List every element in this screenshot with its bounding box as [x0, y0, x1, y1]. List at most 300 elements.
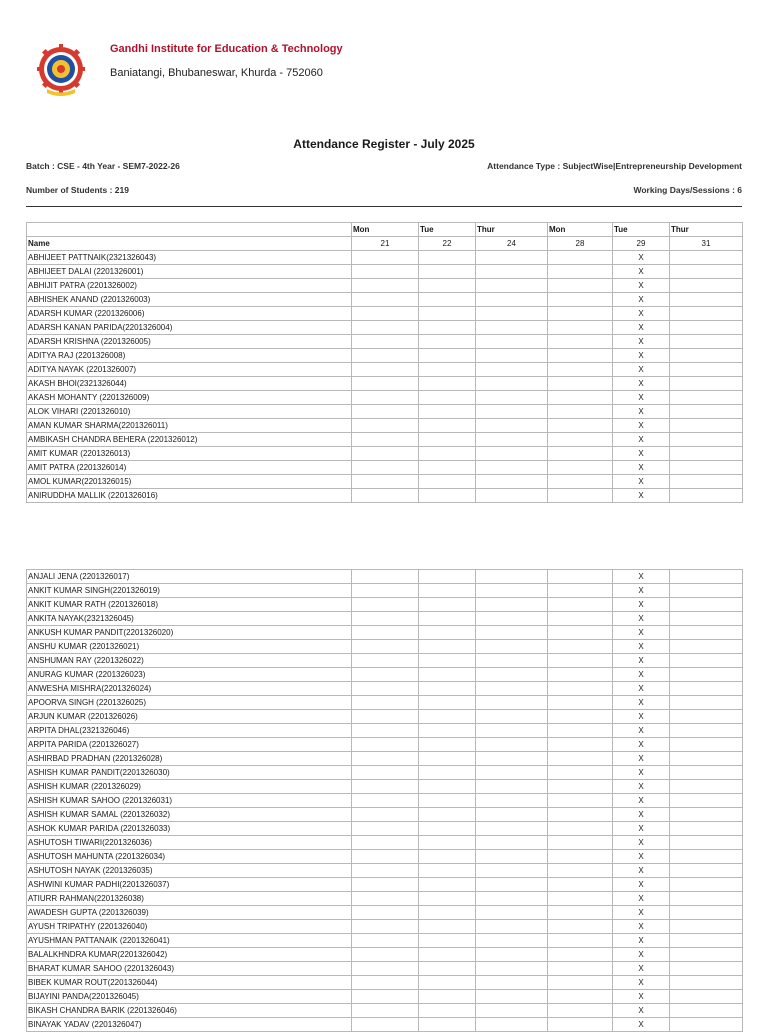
attendance-mark: X — [613, 878, 670, 892]
attendance-mark — [670, 724, 743, 738]
attendance-mark: X — [613, 682, 670, 696]
attendance-mark — [419, 696, 476, 710]
attendance-mark — [476, 475, 548, 489]
student-row — [27, 990, 743, 1004]
attendance-mark — [548, 349, 613, 363]
attendance-mark — [352, 808, 419, 822]
attendance-mark — [352, 475, 419, 489]
attendance-mark — [419, 766, 476, 780]
attendance-mark — [548, 892, 613, 906]
attendance-mark — [548, 920, 613, 934]
student-row — [27, 335, 743, 349]
attendance-mark — [476, 321, 548, 335]
student-row — [27, 251, 743, 265]
student-name: APOORVA SINGH (2201326025) — [27, 696, 352, 710]
date-header: 28 — [548, 237, 613, 251]
attendance-mark — [670, 293, 743, 307]
attendance-mark: X — [613, 265, 670, 279]
attendance-mark: X — [613, 822, 670, 836]
attendance-mark — [670, 668, 743, 682]
attendance-mark — [548, 626, 613, 640]
gear-emblem-icon — [37, 44, 85, 96]
attendance-mark — [670, 654, 743, 668]
attendance-mark: X — [613, 626, 670, 640]
date-header: 21 — [352, 237, 419, 251]
attendance-mark — [352, 321, 419, 335]
student-name: AMIT KUMAR (2201326013) — [27, 447, 352, 461]
attendance-mark — [548, 752, 613, 766]
institute-logo — [37, 44, 85, 98]
attendance-mark — [548, 808, 613, 822]
attendance-mark — [548, 668, 613, 682]
attendance-mark — [476, 570, 548, 584]
attendance-mark — [670, 990, 743, 1004]
attendance-mark — [548, 475, 613, 489]
student-name: ANSHUMAN RAY (2201326022) — [27, 654, 352, 668]
attendance-mark — [352, 682, 419, 696]
attendance-mark — [352, 766, 419, 780]
attendance-mark — [419, 475, 476, 489]
attendance-mark — [476, 850, 548, 864]
attendance-mark — [476, 864, 548, 878]
attendance-mark — [419, 654, 476, 668]
attendance-mark — [548, 710, 613, 724]
attendance-mark: X — [613, 612, 670, 626]
attendance-mark — [548, 307, 613, 321]
attendance-mark — [352, 822, 419, 836]
attendance-mark — [476, 489, 548, 503]
institute-address: Baniatangi, Bhubaneswar, Khurda - 752060 — [110, 67, 323, 79]
attendance-mark — [670, 433, 743, 447]
student-row — [27, 850, 743, 864]
student-row — [27, 293, 743, 307]
attendance-mark — [670, 738, 743, 752]
student-name: ASHISH KUMAR PANDIT(2201326030) — [27, 766, 352, 780]
date-header: 24 — [476, 237, 548, 251]
attendance-mark: X — [613, 976, 670, 990]
attendance-mark — [476, 738, 548, 752]
attendance-mark — [419, 752, 476, 766]
attendance-mark — [548, 584, 613, 598]
attendance-mark — [476, 906, 548, 920]
attendance-mark — [419, 419, 476, 433]
attendance-mark — [548, 433, 613, 447]
attendance-mark — [419, 780, 476, 794]
attendance-mark — [476, 335, 548, 349]
attendance-mark: X — [613, 335, 670, 349]
attendance-mark — [476, 822, 548, 836]
attendance-mark — [548, 794, 613, 808]
attendance-mark — [476, 948, 548, 962]
attendance-mark — [476, 654, 548, 668]
attendance-mark — [670, 878, 743, 892]
attendance-mark — [419, 265, 476, 279]
student-row — [27, 612, 743, 626]
student-row — [27, 391, 743, 405]
student-row — [27, 307, 743, 321]
attendance-mark — [476, 808, 548, 822]
student-name: ASHIRBAD PRADHAN (2201326028) — [27, 752, 352, 766]
attendance-mark — [548, 780, 613, 794]
student-row — [27, 976, 743, 990]
attendance-mark — [419, 363, 476, 377]
attendance-mark — [352, 850, 419, 864]
attendance-mark — [548, 654, 613, 668]
student-name: ASHWINI KUMAR PADHI(2201326037) — [27, 878, 352, 892]
attendance-mark — [670, 864, 743, 878]
attendance-mark — [419, 976, 476, 990]
attendance-mark — [352, 489, 419, 503]
attendance-mark — [352, 640, 419, 654]
attendance-mark — [670, 682, 743, 696]
attendance-mark — [670, 626, 743, 640]
attendance-mark — [352, 668, 419, 682]
attendance-mark: X — [613, 752, 670, 766]
attendance-mark — [670, 475, 743, 489]
attendance-mark — [476, 710, 548, 724]
day-header: Mon — [352, 223, 419, 237]
student-row — [27, 461, 743, 475]
attendance-mark — [670, 906, 743, 920]
attendance-mark — [476, 990, 548, 1004]
attendance-mark — [352, 724, 419, 738]
attendance-mark — [476, 405, 548, 419]
attendance-mark — [548, 864, 613, 878]
student-row — [27, 654, 743, 668]
attendance-mark — [352, 598, 419, 612]
attendance-mark: X — [613, 696, 670, 710]
attendance-mark: X — [613, 738, 670, 752]
attendance-mark — [670, 377, 743, 391]
attendance-mark — [352, 377, 419, 391]
attendance-mark — [670, 696, 743, 710]
attendance-mark — [476, 1004, 548, 1018]
attendance-mark — [419, 990, 476, 1004]
attendance-mark — [476, 626, 548, 640]
attendance-mark — [419, 612, 476, 626]
student-name: AYUSH TRIPATHY (2201326040) — [27, 920, 352, 934]
student-count: Number of Students : 219 — [26, 185, 129, 195]
attendance-mark: X — [613, 724, 670, 738]
attendance-mark — [419, 892, 476, 906]
attendance-mark — [670, 822, 743, 836]
attendance-mark — [476, 279, 548, 293]
attendance-mark — [670, 461, 743, 475]
student-row — [27, 864, 743, 878]
attendance-mark — [352, 878, 419, 892]
attendance-mark — [419, 668, 476, 682]
attendance-mark — [352, 738, 419, 752]
attendance-mark — [352, 447, 419, 461]
attendance-mark — [476, 696, 548, 710]
attendance-mark — [352, 265, 419, 279]
student-name: ANKITA NAYAK(2321326045) — [27, 612, 352, 626]
student-row — [27, 1004, 743, 1018]
attendance-mark — [548, 948, 613, 962]
attendance-mark — [352, 780, 419, 794]
attendance-mark: X — [613, 892, 670, 906]
student-name: AMAN KUMAR SHARMA(2201326011) — [27, 419, 352, 433]
attendance-mark: X — [613, 321, 670, 335]
attendance-mark — [548, 1018, 613, 1032]
attendance-mark — [476, 612, 548, 626]
attendance-mark — [352, 570, 419, 584]
student-name: ALOK VIHARI (2201326010) — [27, 405, 352, 419]
student-name: ANURAG KUMAR (2201326023) — [27, 668, 352, 682]
attendance-mark — [476, 307, 548, 321]
student-row — [27, 489, 743, 503]
student-name: ARPITA PARIDA (2201326027) — [27, 738, 352, 752]
attendance-mark — [670, 948, 743, 962]
attendance-mark: X — [613, 808, 670, 822]
attendance-mark — [548, 766, 613, 780]
attendance-mark — [476, 752, 548, 766]
student-row — [27, 363, 743, 377]
attendance-mark — [548, 447, 613, 461]
student-row — [27, 962, 743, 976]
attendance-mark — [419, 906, 476, 920]
attendance-mark — [476, 391, 548, 405]
attendance-mark — [419, 920, 476, 934]
student-row — [27, 584, 743, 598]
attendance-mark — [352, 335, 419, 349]
attendance-mark: X — [613, 906, 670, 920]
student-name: BALALKHNDRA KUMAR(2201326042) — [27, 948, 352, 962]
student-row — [27, 738, 743, 752]
day-header: Thur — [670, 223, 743, 237]
attendance-mark — [548, 990, 613, 1004]
attendance-mark — [476, 640, 548, 654]
attendance-mark — [476, 265, 548, 279]
attendance-mark — [670, 962, 743, 976]
attendance-mark: X — [613, 864, 670, 878]
attendance-mark: X — [613, 794, 670, 808]
attendance-mark — [352, 433, 419, 447]
attendance-mark — [476, 878, 548, 892]
attendance-mark — [352, 419, 419, 433]
attendance-mark — [476, 349, 548, 363]
attendance-mark: X — [613, 850, 670, 864]
student-row — [27, 626, 743, 640]
attendance-mark — [352, 363, 419, 377]
attendance-mark: X — [613, 584, 670, 598]
attendance-mark — [548, 836, 613, 850]
student-row — [27, 822, 743, 836]
student-row — [27, 808, 743, 822]
attendance-mark — [352, 892, 419, 906]
attendance-mark — [670, 598, 743, 612]
attendance-mark — [419, 335, 476, 349]
attendance-mark — [352, 864, 419, 878]
attendance-mark — [352, 990, 419, 1004]
attendance-mark — [419, 864, 476, 878]
attendance-mark: X — [613, 710, 670, 724]
student-row — [27, 265, 743, 279]
attendance-mark — [352, 391, 419, 405]
attendance-mark — [548, 822, 613, 836]
attendance-mark — [352, 906, 419, 920]
student-row — [27, 570, 743, 584]
student-name: ANJALI JENA (2201326017) — [27, 570, 352, 584]
working-days: Working Days/Sessions : 6 — [633, 185, 742, 195]
student-row — [27, 682, 743, 696]
attendance-mark — [548, 962, 613, 976]
student-row — [27, 920, 743, 934]
student-row — [27, 598, 743, 612]
attendance-mark — [670, 405, 743, 419]
attendance-mark — [352, 696, 419, 710]
attendance-mark — [670, 1004, 743, 1018]
student-name: ASHISH KUMAR SAMAL (2201326032) — [27, 808, 352, 822]
attendance-mark — [419, 724, 476, 738]
attendance-mark — [419, 307, 476, 321]
attendance-mark — [670, 570, 743, 584]
student-name: ANWESHA MISHRA(2201326024) — [27, 682, 352, 696]
attendance-mark — [352, 612, 419, 626]
attendance-mark — [670, 307, 743, 321]
attendance-mark — [670, 808, 743, 822]
student-name: ASHISH KUMAR SAHOO (2201326031) — [27, 794, 352, 808]
attendance-mark: X — [613, 475, 670, 489]
attendance-mark — [352, 948, 419, 962]
attendance-mark: X — [613, 1004, 670, 1018]
day-header: Tue — [613, 223, 670, 237]
student-name: ARJUN KUMAR (2201326026) — [27, 710, 352, 724]
attendance-mark — [419, 279, 476, 293]
attendance-mark: X — [613, 654, 670, 668]
attendance-mark — [476, 419, 548, 433]
attendance-mark — [419, 321, 476, 335]
attendance-mark — [419, 1018, 476, 1032]
attendance-mark — [476, 251, 548, 265]
attendance-mark: X — [613, 433, 670, 447]
student-name: BHARAT KUMAR SAHOO (2201326043) — [27, 962, 352, 976]
student-name: ADARSH KRISHNA (2201326005) — [27, 335, 352, 349]
student-row — [27, 724, 743, 738]
attendance-mark — [670, 920, 743, 934]
attendance-mark — [352, 307, 419, 321]
attendance-mark: X — [613, 780, 670, 794]
attendance-mark: X — [613, 489, 670, 503]
student-name: BIKASH CHANDRA BARIK (2201326046) — [27, 1004, 352, 1018]
attendance-mark — [476, 920, 548, 934]
attendance-mark — [419, 640, 476, 654]
register-title: Attendance Register - July 2025 — [293, 137, 475, 151]
date-header: 29 — [613, 237, 670, 251]
attendance-mark — [476, 724, 548, 738]
attendance-mark — [670, 1018, 743, 1032]
attendance-mark — [548, 391, 613, 405]
attendance-mark — [352, 584, 419, 598]
attendance-mark: X — [613, 447, 670, 461]
attendance-mark — [670, 850, 743, 864]
attendance-mark: X — [613, 570, 670, 584]
attendance-mark — [548, 251, 613, 265]
attendance-mark: X — [613, 668, 670, 682]
attendance-mark: X — [613, 391, 670, 405]
attendance-type: Attendance Type : SubjectWise|Entrepreneurship Development — [487, 161, 742, 171]
attendance-mark — [352, 836, 419, 850]
student-name: AWADESH GUPTA (2201326039) — [27, 906, 352, 920]
student-name: ABHIJIT PATRA (2201326002) — [27, 279, 352, 293]
attendance-mark — [670, 892, 743, 906]
date-header: 22 — [419, 237, 476, 251]
attendance-mark: X — [613, 419, 670, 433]
attendance-mark: X — [613, 307, 670, 321]
attendance-mark — [419, 808, 476, 822]
attendance-mark — [548, 682, 613, 696]
attendance-mark: X — [613, 934, 670, 948]
attendance-mark — [352, 279, 419, 293]
student-name: ABHIJEET DALAI (2201326001) — [27, 265, 352, 279]
student-row — [27, 752, 743, 766]
attendance-mark — [352, 251, 419, 265]
attendance-mark — [419, 598, 476, 612]
attendance-mark: X — [613, 948, 670, 962]
attendance-mark — [670, 489, 743, 503]
attendance-mark: X — [613, 990, 670, 1004]
attendance-mark — [670, 612, 743, 626]
attendance-mark: X — [613, 836, 670, 850]
attendance-mark — [548, 598, 613, 612]
student-name: ANKUSH KUMAR PANDIT(2201326020) — [27, 626, 352, 640]
attendance-mark — [352, 405, 419, 419]
attendance-mark — [419, 293, 476, 307]
attendance-mark — [670, 265, 743, 279]
attendance-mark — [476, 447, 548, 461]
student-name: AYUSHMAN PATTANAIK (2201326041) — [27, 934, 352, 948]
attendance-mark — [476, 1018, 548, 1032]
attendance-mark — [670, 335, 743, 349]
attendance-mark — [670, 279, 743, 293]
student-name: BIBEK KUMAR ROUT(2201326044) — [27, 976, 352, 990]
student-row — [27, 349, 743, 363]
blank-header-cell — [27, 223, 352, 237]
student-row — [27, 321, 743, 335]
attendance-mark — [352, 920, 419, 934]
date-header: 31 — [670, 237, 743, 251]
student-row — [27, 405, 743, 419]
attendance-mark: X — [613, 962, 670, 976]
attendance-mark — [419, 405, 476, 419]
attendance-mark — [548, 906, 613, 920]
attendance-mark — [476, 598, 548, 612]
student-row — [27, 433, 743, 447]
attendance-mark — [670, 836, 743, 850]
attendance-mark — [352, 1004, 419, 1018]
attendance-mark — [548, 265, 613, 279]
attendance-mark: X — [613, 461, 670, 475]
attendance-mark — [548, 321, 613, 335]
attendance-mark — [548, 724, 613, 738]
attendance-mark — [352, 794, 419, 808]
student-row — [27, 475, 743, 489]
attendance-mark — [476, 794, 548, 808]
institute-name: Gandhi Institute for Education & Technology — [110, 43, 343, 55]
student-row — [27, 948, 743, 962]
attendance-mark — [548, 363, 613, 377]
student-row — [27, 1018, 743, 1032]
attendance-mark — [476, 682, 548, 696]
student-row — [27, 906, 743, 920]
attendance-mark: X — [613, 293, 670, 307]
student-row — [27, 766, 743, 780]
attendance-mark — [419, 433, 476, 447]
attendance-mark — [419, 738, 476, 752]
attendance-mark — [548, 279, 613, 293]
attendance-mark — [476, 934, 548, 948]
student-name: ANKIT KUMAR RATH (2201326018) — [27, 598, 352, 612]
